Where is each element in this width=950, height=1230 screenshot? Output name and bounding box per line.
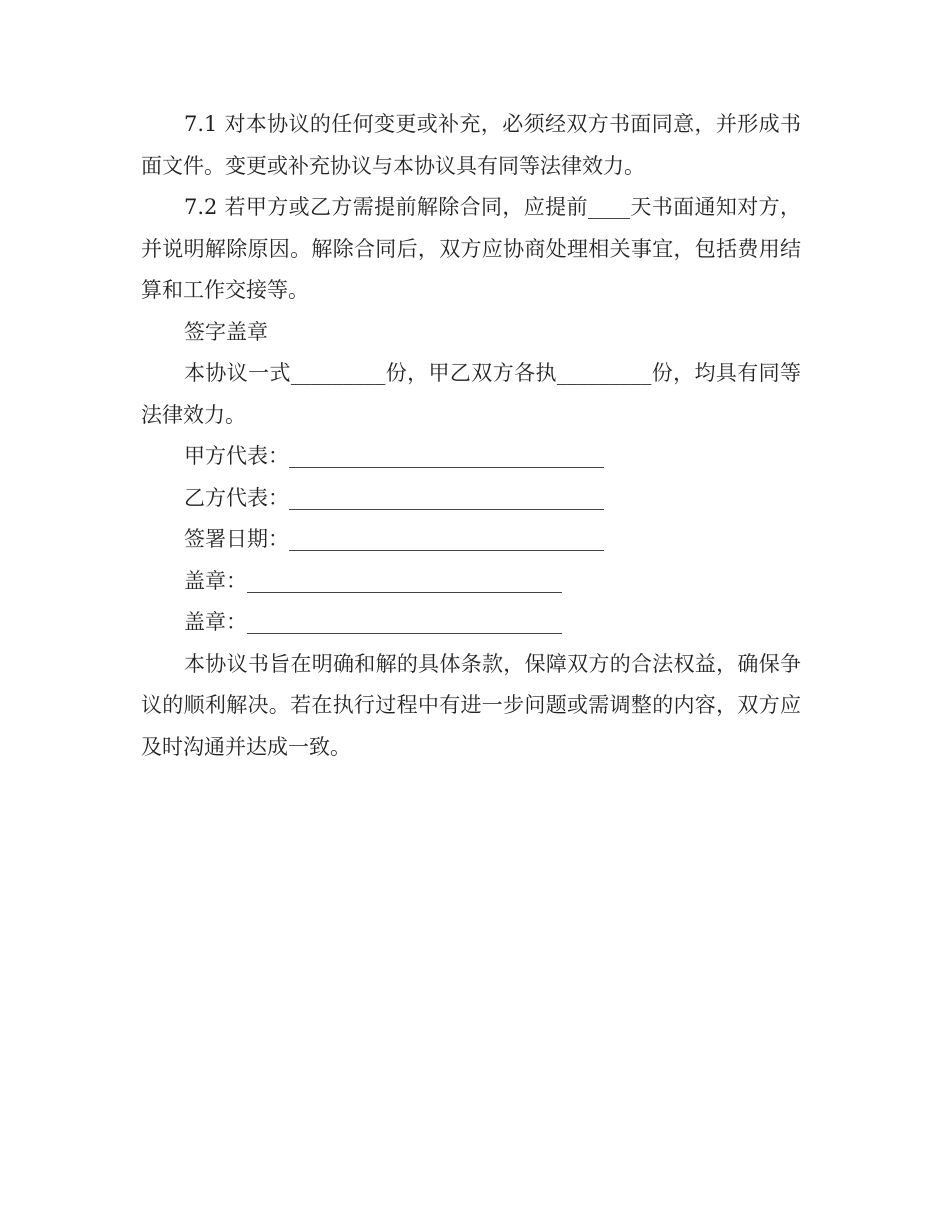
- clause-7-1: 7.1 对本协议的任何变更或补充，必须经双方书面同意，并形成书面文件。变更或补充协议与本协议具有同等法律效力。: [141, 112, 801, 178]
- signing-date: 签署日期：______________________________: [184, 527, 604, 551]
- seal-line-1: 盖章：______________________________: [184, 568, 562, 593]
- clause-7-2: 7.2 若甲方或乙方需提前解除合同，应提前____天书面通知对方，并说明解除原因。解除合同后，双方应协商处理相关事宜，包括费用结算和工作交接等。: [141, 195, 801, 302]
- party-b-representative: 乙方代表：______________________________: [184, 485, 604, 510]
- seal-line-2: 盖章：______________________________: [184, 610, 562, 634]
- copies-clause: 本协议一式_________份，甲乙双方各执_________份，均具有同等法律效力。: [141, 361, 801, 427]
- document-body: [141, 104, 801, 768]
- party-a-representative: 甲方代表：______________________________: [184, 444, 604, 468]
- signature-heading: 签字盖章: [184, 319, 268, 344]
- closing-paragraph: 本协议书旨在明确和解的具体条款，保障双方的合法权益，确保争议的顺利解决。若在执行过程中有进一步问题或需调整的内容，双方应及时沟通并达成一致。: [141, 651, 801, 759]
